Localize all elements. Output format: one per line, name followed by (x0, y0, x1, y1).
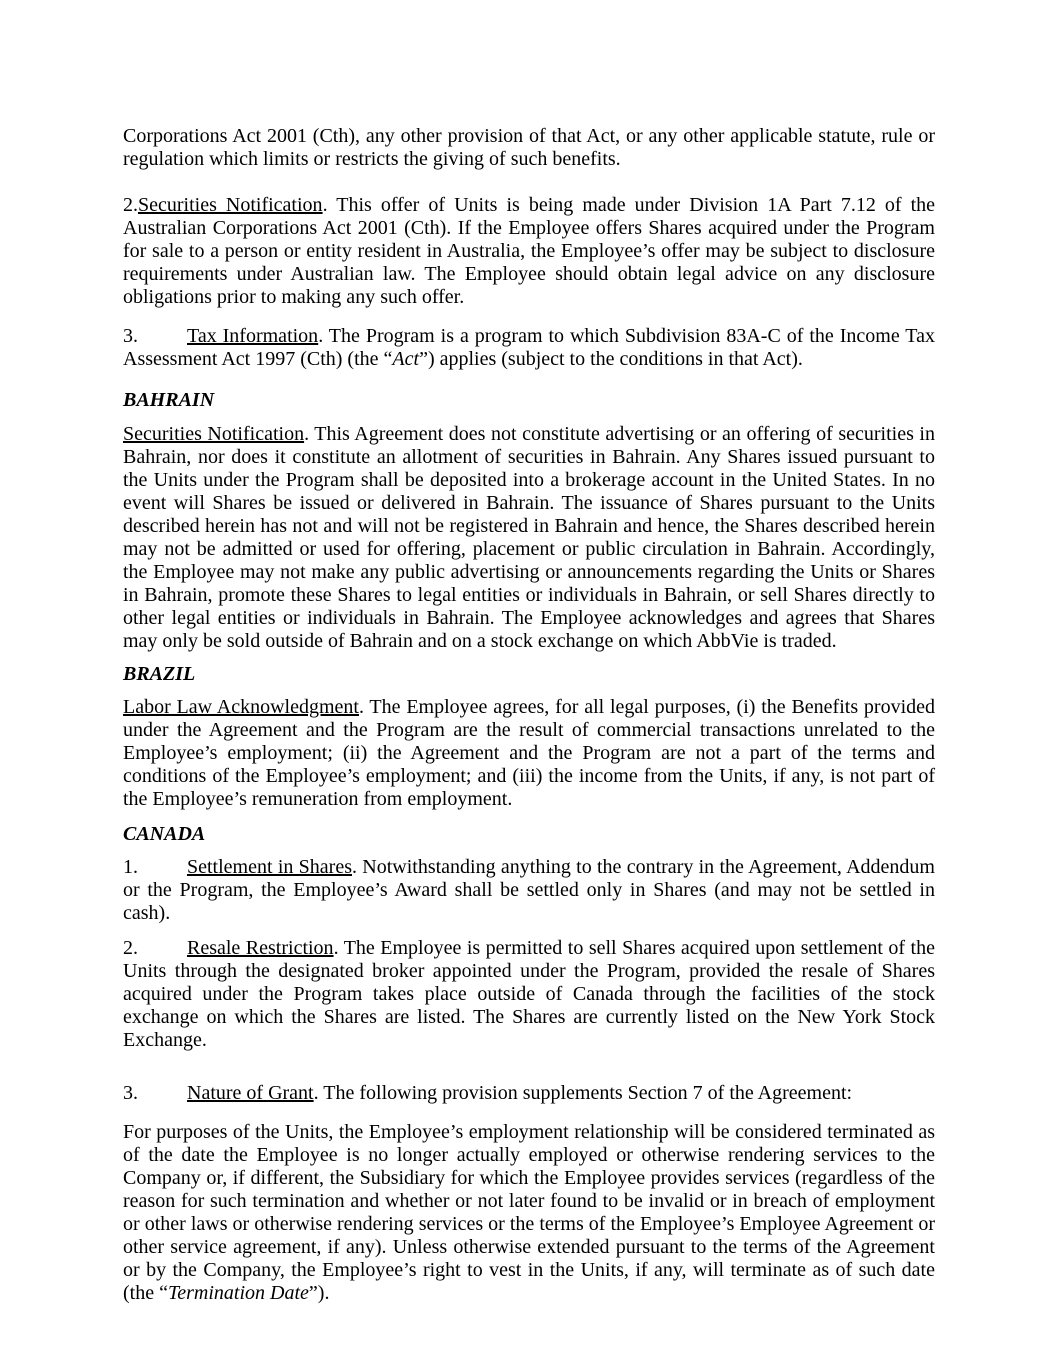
clause-text: . Notwithstanding anything to the contrary in the Agreement, Addendum or the Program, the Employee’s Award shall be settled only in Shares (and may not be settled in cash). (123, 856, 935, 924)
paragraph-text: For purposes of the Units, the Employee’s employment relationship will be considered terminated as of the date the Employee is no longer actually employed or otherwise rendering services to the Company or, if different, the Subsidiary for which the Employee provides services (regardless of the reason for such termination and whether or not later found to be invalid or in breach of employment or other laws or otherwise rendering services or the terms of the Employee’s Employee Agreement or other service agreement, if any). Unless otherwise extended pursuant to the terms of the Agreement or by the Company, the Employee’s right to vest in the Units, if any, will terminate as of such date (the “ (123, 1121, 935, 1304)
clause-heading: Tax Information (187, 325, 319, 347)
paragraph-text: ”). (308, 1282, 330, 1304)
clause-text: . The Program is a program to which Subdivision 83A-C of the Income Tax Assessment Act 1997 (Cth) (the “ (123, 325, 935, 370)
clause-heading: Securities Notification (138, 194, 323, 216)
paragraph-tax-information (123, 325, 935, 371)
clause-number: 3. (123, 1082, 138, 1104)
paragraph-settlement-in-shares (123, 856, 935, 925)
clause-text: ”) applies (subject to the conditions in that Act). (419, 348, 803, 370)
paragraph-labor-law-acknowledgment (123, 696, 935, 811)
clause-heading: Nature of Grant (187, 1082, 314, 1104)
clause-text: . The following provision supplements Section 7 of the Agreement: (313, 1082, 853, 1104)
paragraph-securities-notification-bahrain (123, 423, 935, 653)
clause-text: . This Agreement does not constitute advertising or an offering of securities in Bahrain, nor does it constitute an allotment of securities in Bahrain. Any Shares issued pursuant to the Units under the Program shall be deposited into a brokerage account in the United States. In no event will Shares be issued or delivered in Bahrain. The issuance of Shares pursuant to the Units described herein has not and will not be registered in Bahrain and hence, the Shares described herein may not be admitted or used for offering, placement or public circulation in Bahrain. Accordingly, the Employee may not make any public advertising or announcements regarding the Units or Shares in Bahrain, promote these Shares to legal entities or individuals in Bahrain, or sell Shares directly to other legal entities or individuals in Bahrain. The Employee acknowledges and agrees that Shares may only be sold outside of Bahrain and on a stock exchange on which AbbVie is traded. (123, 423, 935, 652)
defined-term-termination-date: Termination Date (167, 1282, 309, 1304)
clause-number: 1. (123, 856, 138, 878)
clause-heading: Settlement in Shares (187, 856, 352, 878)
clause-heading: Resale Restriction (187, 937, 334, 959)
clause-number: 2. (123, 194, 138, 216)
section-heading-bahrain: BAHRAIN (123, 389, 215, 411)
paragraph-termination-date (123, 1121, 935, 1305)
clause-heading: Labor Law Acknowledgment (123, 696, 359, 718)
clause-number: 2. (123, 937, 138, 959)
paragraph-text: Corporations Act 2001 (Cth), any other provision of that Act, or any other applicable statute, rule or regulation which limits or restricts the giving of such benefits. (123, 125, 935, 170)
clause-number: 3. (123, 325, 138, 347)
paragraph-benefits-continuation (123, 125, 935, 171)
section-heading-brazil: BRAZIL (123, 663, 196, 685)
clause-text: . The Employee is permitted to sell Shares acquired upon settlement of the Units through the designated broker appointed under the Program, provided the resale of Shares acquired under the Program takes place outside of Canada through the facilities of the stock exchange on which the Shares are listed. The Shares are currently listed on the New York Stock Exchange. (123, 937, 935, 1051)
paragraph-securities-notification-australia (123, 194, 935, 309)
section-heading-canada: CANADA (123, 823, 206, 845)
clause-heading: Securities Notification (123, 423, 305, 445)
paragraph-nature-of-grant (123, 1082, 935, 1105)
clause-text: . The Employee agrees, for all legal purposes, (i) the Benefits provided under the Agreement and the Program are the result of commercial transactions unrelated to the Employee’s employment; (ii) the Agreement and the Program are not a part of the terms and conditions of the Employee’s employment; and (iii) the income from the Units, if any, is not part of the Employee’s remuneration from employment. (123, 696, 936, 810)
defined-term-act: Act (392, 348, 420, 370)
clause-text: . This offer of Units is being made under Division 1A Part 7.12 of the Australian Corporations Act 2001 (Cth). If the Employee offers Shares acquired under the Program for sale to a person or entity resident in Australia, the Employee’s offer may be subject to disclosure requirements under Australian law. The Employee should obtain legal advice on any disclosure obligations prior to making any such offer. (123, 194, 936, 308)
paragraph-resale-restriction (123, 937, 935, 1052)
